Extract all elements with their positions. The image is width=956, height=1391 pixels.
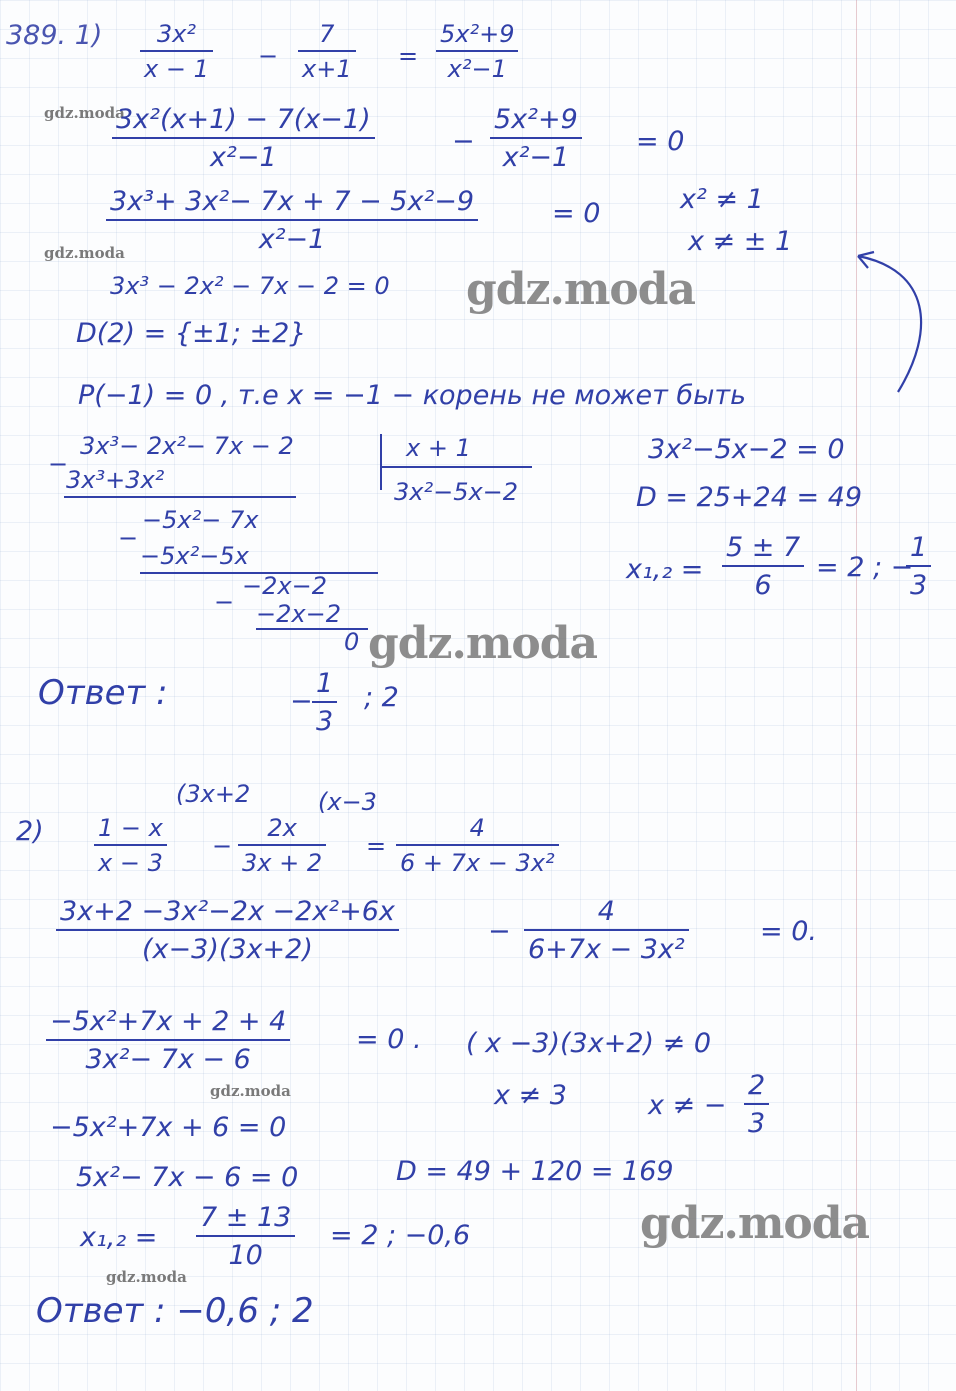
division-quotient: 3x²−5x−2 [394, 478, 519, 506]
task2-answer: Ответ : −0,6 ; 2 [36, 1291, 314, 1331]
frac-den: (x−3)(3x+2) [142, 934, 313, 965]
division-remainder-1: −5x²− 7x [142, 506, 259, 534]
task1-roots-rhs: = 2 ; − [816, 552, 914, 583]
task1-quadratic: 3x²−5x−2 = 0 [648, 434, 845, 465]
frac-bar [524, 929, 689, 931]
task1-eq-equals: = [398, 42, 419, 70]
problem-number-389-1: 389. 1) [6, 20, 103, 51]
frac-den: 3x + 2 [242, 849, 323, 877]
task1-answer-minus: − [290, 686, 313, 717]
task1-step1-minus: − [452, 126, 475, 157]
task1-condition-2: x ≠ ± 1 [688, 226, 793, 257]
frac-den: 3 [748, 1108, 766, 1139]
division-underline [64, 496, 296, 498]
task2-condition-x2-lhs: x ≠ − [648, 1090, 727, 1121]
task2-step2-equals-zero: = 0 . [356, 1024, 422, 1055]
task1-answer-rest: ; 2 [364, 682, 399, 713]
watermark-small: gdz.moda [44, 244, 125, 262]
task2-step1-fraction-2 [524, 898, 689, 963]
watermark-small: gdz.moda [44, 104, 125, 122]
frac-den: x²−1 [502, 142, 570, 173]
task2-multiplier-2: (x−3 [318, 788, 377, 816]
task1-roots-fraction [722, 534, 804, 599]
task1-answer-label: Ответ : [38, 673, 168, 713]
watermark-big: gdz.moda [640, 1198, 870, 1249]
frac-den: 3 [316, 706, 334, 737]
frac-bar [906, 565, 931, 567]
task2-condition-x1: x ≠ 3 [494, 1080, 567, 1111]
task1-roots-third [906, 534, 931, 599]
division-minus-1: − [48, 450, 69, 478]
task2-eq-fraction-2 [238, 816, 326, 875]
frac-bar [312, 701, 337, 703]
frac-bar [396, 844, 559, 846]
task2-step1-fraction [56, 898, 399, 963]
task2-step2-fraction [46, 1008, 290, 1073]
frac-bar [238, 844, 326, 846]
division-remainder-2: −2x−2 [242, 572, 327, 600]
division-subtrahend-2: −5x²−5x [140, 542, 249, 570]
frac-num: 2x [267, 814, 297, 842]
task2-roots-lhs: x₁,₂ = [80, 1222, 158, 1253]
frac-den: x²−1 [258, 224, 326, 255]
watermark-big: gdz.moda [466, 264, 696, 315]
frac-num: 5x²+9 [440, 20, 515, 48]
task2-eq-fraction-1 [94, 816, 167, 875]
frac-den: 6 [754, 570, 772, 601]
frac-den: x²−1 [447, 55, 507, 83]
task2-eq-minus: − [212, 832, 233, 860]
frac-num: −5x²+7x + 2 + 4 [50, 1006, 287, 1037]
frac-den: 3x²− 7x − 6 [85, 1044, 251, 1075]
task2-eq-fraction-rhs [396, 816, 559, 875]
frac-bar [56, 929, 399, 931]
frac-num: 3x³+ 3x²− 7x + 7 − 5x²−9 [110, 186, 475, 217]
frac-num: 7 [319, 20, 335, 48]
frac-num: 4 [597, 896, 615, 927]
frac-bar [46, 1039, 290, 1041]
task2-step1-equals-zero: = 0. [760, 916, 817, 947]
frac-den: x − 1 [144, 55, 209, 83]
task1-answer-fraction [312, 670, 337, 735]
division-bracket-vertical [380, 434, 382, 490]
task2-quadratic-1: −5x²+7x + 6 = 0 [50, 1112, 287, 1143]
frac-num: 5x²+9 [494, 104, 578, 135]
task1-eq-minus: − [258, 42, 279, 70]
task1-condition-1: x² ≠ 1 [680, 184, 764, 215]
frac-num: 3x² [156, 20, 196, 48]
frac-den: 6 + 7x − 3x² [400, 849, 555, 877]
frac-bar [722, 565, 804, 567]
task2-eq-equals: = [366, 832, 387, 860]
watermark-big: gdz.moda [368, 618, 598, 669]
task1-discriminant: D = 25+24 = 49 [636, 482, 863, 513]
division-subtrahend-1: 3x³+3x² [66, 466, 165, 494]
division-dividend: 3x³− 2x²− 7x − 2 [80, 432, 294, 460]
frac-num: 3x+2 −3x²−2x −2x²+6x [60, 896, 395, 927]
watermark-small: gdz.moda [106, 1268, 187, 1286]
task2-condition: ( x −3)(3x+2) ≠ 0 [466, 1028, 712, 1059]
frac-num: 1 − x [98, 814, 163, 842]
frac-num: 1 [316, 668, 334, 699]
task2-roots-rhs: = 2 ; −0,6 [330, 1220, 471, 1251]
frac-num: 7 ± 13 [200, 1202, 292, 1233]
task2-condition-x2-fraction [744, 1072, 769, 1137]
frac-den: x+1 [302, 55, 352, 83]
division-minus-3: − [214, 588, 235, 616]
frac-den: x²−1 [210, 142, 277, 173]
frac-num: 5 ± 7 [726, 532, 801, 563]
task1-roots-lhs: x₁,₂ = [626, 554, 704, 585]
frac-num: 2 [748, 1070, 766, 1101]
division-zero-remainder: 0 [344, 628, 360, 656]
task1-step2-equals-zero: = 0 [552, 198, 601, 229]
frac-bar [744, 1103, 769, 1105]
frac-num: 4 [469, 814, 485, 842]
task1-divisors: D(2) = {±1; ±2} [76, 318, 307, 349]
frac-bar [196, 1235, 295, 1237]
task2-quadratic-2: 5x²− 7x − 6 = 0 [76, 1162, 299, 1193]
task2-discriminant: D = 49 + 120 = 169 [396, 1156, 674, 1187]
problem-number-2: 2) [16, 816, 44, 847]
division-subtrahend-3: −2x−2 [256, 600, 341, 628]
task1-root-note: P(−1) = 0 , т.е x = −1 − корень не может быть [78, 380, 747, 411]
frac-den: 3 [910, 570, 928, 601]
division-minus-2: − [118, 524, 139, 552]
frac-den: 10 [228, 1240, 263, 1271]
watermark-small: gdz.moda [210, 1082, 291, 1100]
division-divisor: x + 1 [406, 434, 471, 462]
division-bracket-horizontal [380, 466, 532, 468]
task2-multiplier-1: (3x+2 [176, 780, 251, 808]
frac-den: x − 3 [98, 849, 163, 877]
frac-num: 1 [910, 532, 928, 563]
task1-step1-equals-zero: = 0 [636, 126, 685, 157]
task1-cubic-equation: 3x³ − 2x² − 7x − 2 = 0 [110, 272, 390, 300]
frac-den: 6+7x − 3x² [528, 934, 685, 965]
frac-num: 3x²(x+1) − 7(x−1) [116, 104, 371, 135]
frac-bar [94, 844, 167, 846]
task2-roots-fraction [196, 1204, 295, 1269]
task2-step1-minus: − [488, 916, 511, 947]
